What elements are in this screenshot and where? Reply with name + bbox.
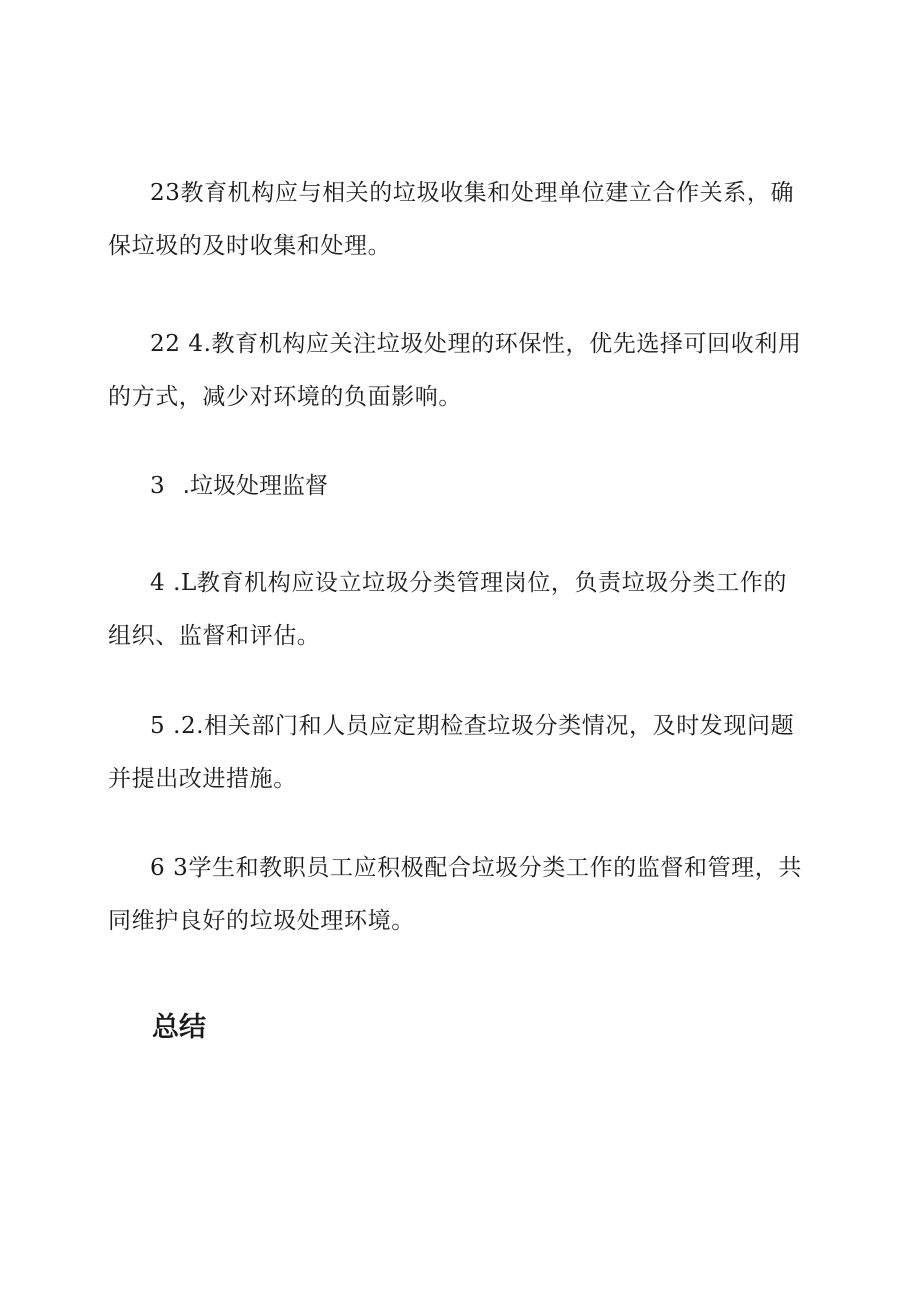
paragraph-waste-collection-cooperation: 23教育机构应与相关的垃圾收集和处理单位建立合作关系，确保垃圾的及时收集和处理。 [108, 180, 795, 259]
paragraph-management-position: 4 .L教育机构应设立垃圾分类管理岗位，负责垃圾分类工作的组织、监督和评估。 [108, 570, 787, 649]
section-heading-number: 3 [150, 473, 165, 499]
paragraph-cooperation-maintenance: 6 3学生和教职员工应积极配合垃圾分类工作的监督和管理，共同维护良好的垃圾处理环境。 [108, 855, 802, 934]
summary-heading: 总结 [152, 1012, 206, 1043]
paragraph-regular-inspection: 5 .2.相关部门和人员应定期检查垃圾分类情况，及时发现问题并提出改进措施。 [108, 713, 795, 792]
section-heading-supervision [150, 468, 328, 504]
paragraph-environmental-disposal: 22 4.教育机构应关注垃圾处理的环保性，优先选择可回收利用的方式，减少对环境的负面影响。 [108, 331, 802, 410]
section-heading-title: .垃圾处理监督 [182, 473, 328, 499]
